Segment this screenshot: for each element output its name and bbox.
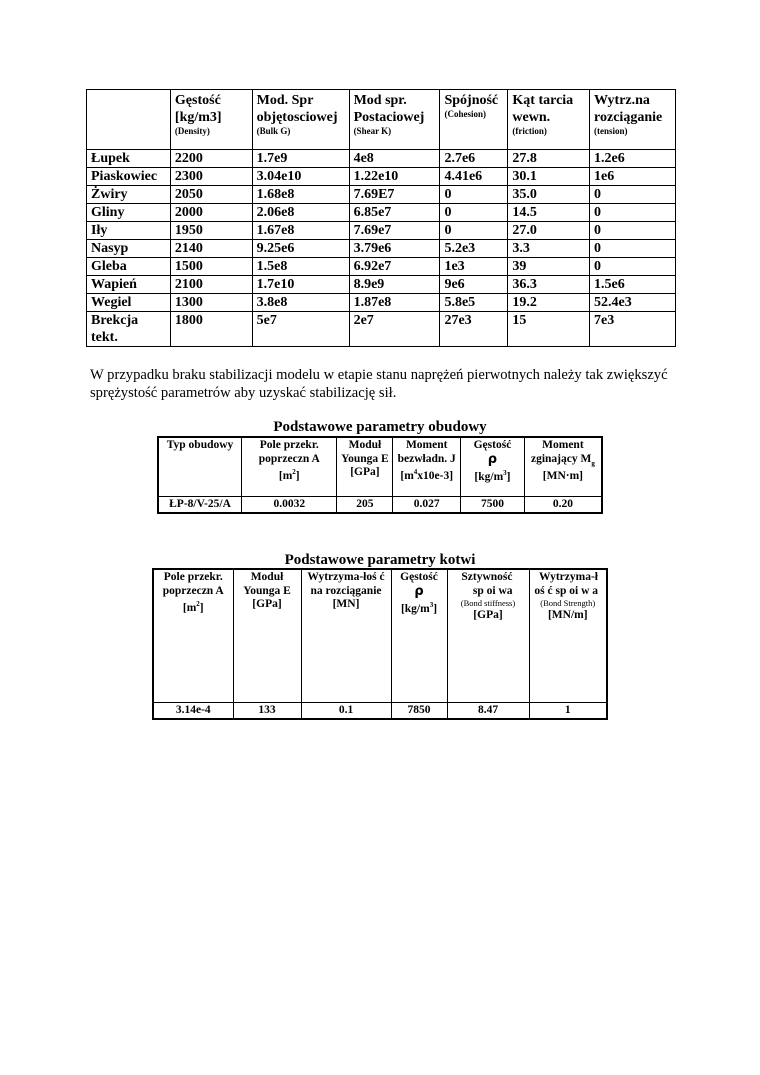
table-cell: 0 (590, 204, 676, 222)
table-cell: 0.027 (393, 497, 461, 514)
table-cell: 15 (508, 312, 590, 347)
header-cell: Wytrzyma-ł oś ć sp oi w a (Bond Strength) [MN/m] (529, 569, 607, 703)
header-cell-cohesion: Spójność (Cohesion) (440, 90, 508, 150)
table-cell: 52.4e3 (590, 294, 676, 312)
table-cell: 30.1 (508, 168, 590, 186)
rock-name-cell: Nasyp (87, 240, 171, 258)
header-cell: Moduł Younga E [GPa] (337, 437, 393, 497)
table-cell: 1300 (170, 294, 252, 312)
rock-name-cell: Wapień (87, 276, 171, 294)
table-row (87, 150, 676, 168)
table-row (87, 294, 676, 312)
header-cell: Wytrzyma-łoś ć na rozciąganie [MN] (301, 569, 391, 703)
rock-name-cell: Brekcja tekt. (87, 312, 171, 347)
table-cell: 7500 (461, 497, 525, 514)
header-cell: Pole przekr. poprzeczn A $[m^2]$ (242, 437, 337, 497)
table-cell: 1e6 (590, 168, 676, 186)
header-cell-tension: Wytrz.na rozciąganie (tension) (590, 90, 676, 150)
header-cell: Moment zginający $M_g$ [MN·m] (524, 437, 602, 497)
header-cell: Pole przekr. poprzeczn A $[m^2]$ (153, 569, 233, 703)
table-cell: 14.5 (508, 204, 590, 222)
rock-name-cell: Łupek (87, 150, 171, 168)
table-cell: 5.2e3 (440, 240, 508, 258)
header-cell: Typ obudowy (158, 437, 242, 497)
table-cell: 2.06e8 (252, 204, 349, 222)
header-cell: Gęstość ρ $[kg/m^3]$ (461, 437, 525, 497)
table-cell: 9.25e6 (252, 240, 349, 258)
table-cell: 4e8 (349, 150, 440, 168)
rock-table-body (87, 150, 676, 347)
table-cell: 6.92e7 (349, 258, 440, 276)
table-row (87, 276, 676, 294)
table-cell: 1.22e10 (349, 168, 440, 186)
table-cell: 1.7e9 (252, 150, 349, 168)
table-cell: 3.79e6 (349, 240, 440, 258)
table-header-row (158, 437, 602, 497)
table-cell: 1.67e8 (252, 222, 349, 240)
table-cell: 7e3 (590, 312, 676, 347)
table-cell: 0.1 (301, 703, 391, 720)
table-cell: 0 (440, 204, 508, 222)
table-cell: 7.69E7 (349, 186, 440, 204)
table-cell: 2300 (170, 168, 252, 186)
table-cell: 39 (508, 258, 590, 276)
table-cell: 0 (590, 258, 676, 276)
rock-name-cell: Piaskowiec (87, 168, 171, 186)
table-cell: 2100 (170, 276, 252, 294)
table-cell: 0 (440, 186, 508, 204)
table-cell: 0.0032 (242, 497, 337, 514)
table-cell: 1800 (170, 312, 252, 347)
header-cell-bulk: Mod. Spr objętosciowej (Bulk G) (252, 90, 349, 150)
table-cell: 0.20 (524, 497, 602, 514)
table-row (87, 312, 676, 347)
table-cell: 8.9e9 (349, 276, 440, 294)
table-cell: 0 (590, 186, 676, 204)
table-cell: 3.3 (508, 240, 590, 258)
table-cell: 36.3 (508, 276, 590, 294)
header-cell (87, 90, 171, 150)
header-cell: Moment bezwładn. J $[m^4x10e-3]$ (393, 437, 461, 497)
table-cell: 7.69e7 (349, 222, 440, 240)
header-cell: Moduł Younga E [GPa] (233, 569, 301, 703)
table-row (87, 168, 676, 186)
header-cell-friction: Kąt tarcia wewn. (friction) (508, 90, 590, 150)
table-cell: 1e3 (440, 258, 508, 276)
table-cell: 8.47 (447, 703, 529, 720)
table-cell: 5e7 (252, 312, 349, 347)
header-cell-density: Gęstość [kg/m3] (Density) (170, 90, 252, 150)
rock-name-cell: Wegiel (87, 294, 171, 312)
table-row (87, 204, 676, 222)
table-cell: 0 (590, 222, 676, 240)
table-cell: 1.87e8 (349, 294, 440, 312)
table-cell: 2e7 (349, 312, 440, 347)
table-cell: 1.7e10 (252, 276, 349, 294)
table-cell: 19.2 (508, 294, 590, 312)
table-cell: 6.85e7 (349, 204, 440, 222)
table-cell: 35.0 (508, 186, 590, 204)
table-cell: 205 (337, 497, 393, 514)
table-cell: 2050 (170, 186, 252, 204)
bolt-caption: Podstawowe parametry kotwi (284, 552, 476, 568)
table-cell: 1.5e8 (252, 258, 349, 276)
header-cell: Sztywność sp oi wa (Bond stiffness) [GPa] (447, 569, 529, 703)
rock-name-cell: Iły (87, 222, 171, 240)
table-cell: 2.7e6 (440, 150, 508, 168)
table-cell: 27e3 (440, 312, 508, 347)
header-cell-shear: Mod spr. Postaciowej (Shear K) (349, 90, 440, 150)
table-cell: 7850 (391, 703, 447, 720)
table-cell: 9e6 (440, 276, 508, 294)
table-cell: 0 (440, 222, 508, 240)
table-cell: 1 (529, 703, 607, 720)
table-row (87, 258, 676, 276)
table-cell: 1.5e6 (590, 276, 676, 294)
table-cell: 2140 (170, 240, 252, 258)
table-cell: 1950 (170, 222, 252, 240)
table-cell: 1.68e8 (252, 186, 349, 204)
table-cell: 3.8e8 (252, 294, 349, 312)
header-cell: Gęstość ρ $[kg/m^3]$ (391, 569, 447, 703)
lining-caption: Podstawowe parametry obudowy (273, 419, 487, 435)
table-row (87, 240, 676, 258)
table-cell: 1.2e6 (590, 150, 676, 168)
table-cell: 3.04e10 (252, 168, 349, 186)
stabilization-note: W przypadku braku stabilizacji modelu w etapie stanu naprężeń pierwotnych należy tak zwiększyć sprężystość parametrów aby uzyskać stabilizację sił. (90, 367, 668, 401)
table-cell: 5.8e5 (440, 294, 508, 312)
table-cell: 27.8 (508, 150, 590, 168)
rock-name-cell: Gliny (87, 204, 171, 222)
table-cell: 133 (233, 703, 301, 720)
table-cell: 27.0 (508, 222, 590, 240)
table-row (87, 222, 676, 240)
rock-name-cell: Żwiry (87, 186, 171, 204)
table-header-row (153, 569, 607, 703)
table-cell: 2000 (170, 204, 252, 222)
table-header-row (87, 90, 676, 150)
table-row (153, 703, 607, 720)
table-cell: 2200 (170, 150, 252, 168)
bolt-parameters-table (152, 568, 608, 720)
lining-parameters-table (157, 436, 603, 514)
rock-name-cell: Gleba (87, 258, 171, 276)
table-cell: ŁP-8/V-25/A (158, 497, 242, 514)
table-row (87, 186, 676, 204)
table-cell: 4.41e6 (440, 168, 508, 186)
table-cell: 0 (590, 240, 676, 258)
table-cell: 3.14e-4 (153, 703, 233, 720)
rock-parameters-table (86, 89, 676, 347)
table-row (158, 497, 602, 514)
table-cell: 1500 (170, 258, 252, 276)
